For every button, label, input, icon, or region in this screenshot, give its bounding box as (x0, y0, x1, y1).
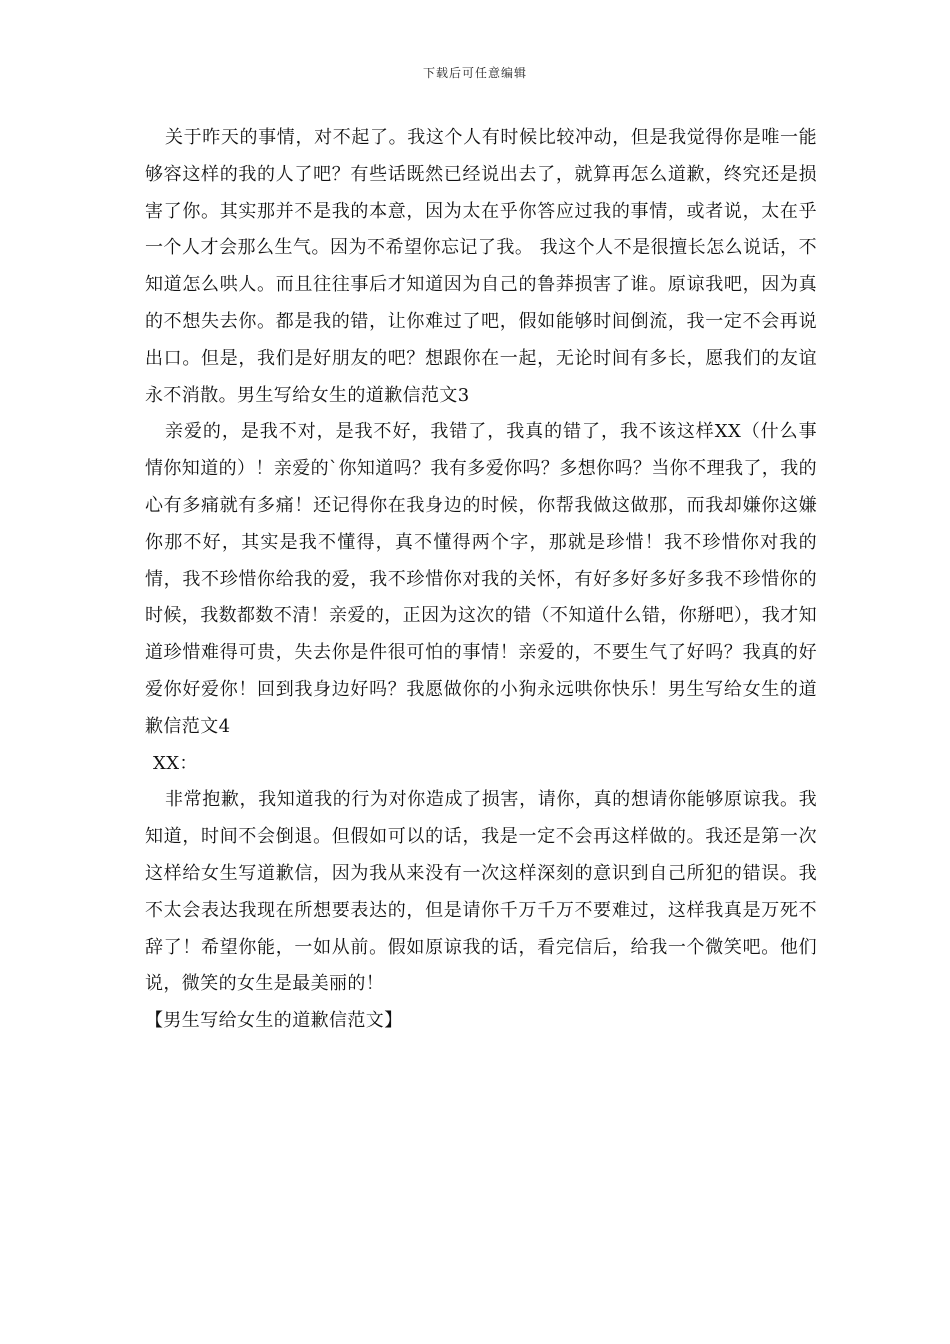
letter-salutation: XX： (153, 752, 198, 774)
letter-paragraph-3: 非常抱歉，我知道我的行为对你造成了损害，请你，真的想请你能够原谅我。我知道，时间不会倒退。但假如可以的话，我是一定不会再这样做的。我还是第一次这样给女生写道歉信，因为我从来没有一次这样深刻的意识到自己所犯的错误。我不太会表达我现在所想要表达的，但是请你千万千万不要难过，这样我真是万死不辞了！希望你能，一如从前。假如原谅我的话，看完信后，给我一个微笑吧。他们说，微笑的女生是最美丽的！ (145, 789, 817, 995)
letter-closing-title: 【男生写给女生的道歉信范文】 (145, 1010, 403, 1032)
letter-body (145, 120, 817, 1040)
letter-paragraph-2: 亲爱的，是我不对，是我不好，我错了，我真的错了，我不该这样XX（什么事情你知道的）！亲爱的`你知道吗？我有多爱你吗？多想你吗？当你不理我了，我的心有多痛就有多痛！还记得你在我身边的时候，你帮我做这做那，而我却嫌你这嫌你那不好，其实是我不懂得，真不懂得两个字，那就是珍惜！我不珍惜你对我的情，我不珍惜你给我的爱，我不珍惜你对我的关怀，有好多好多好多我不珍惜你的时候，我数都数不清！亲爱的，正因为这次的错（不知道什么错，你掰吧），我才知道珍惜难得可贵，失去你是件很可怕的事情！亲爱的，不要生气了好吗？我真的好爱你好爱你！回到我身边好吗？我愿做你的小狗永远哄你快乐！男生写给女生的道歉信范文4 (145, 421, 817, 737)
header-note: 下载后可任意编辑 (422, 66, 527, 80)
letter-paragraph-1: 关于昨天的事情，对不起了。我这个人有时候比较冲动，但是我觉得你是唯一能够容这样的我的人了吧？有些话既然已经说出去了，就算再怎么道歉，终究还是损害了你。其实那并不是我的本意，因为太在乎你答应过我的事情，或者说，太在乎一个人才会那么生气。因为不希望你忘记了我。 我这个人不是很擅长怎么说话，不知道怎么哄人。而且往往事后才知道因为自己的鲁莽损害了谁。原谅我吧，因为真的不想失去你。都是我的错，让你难过了吧，假如能够时间倒流，我一定不会再说出口。但是，我们是好朋友的吧？想跟你在一起，无论时间有多长，愿我们的友谊永不消散。男生写给女生的道歉信范文3 (145, 127, 817, 406)
